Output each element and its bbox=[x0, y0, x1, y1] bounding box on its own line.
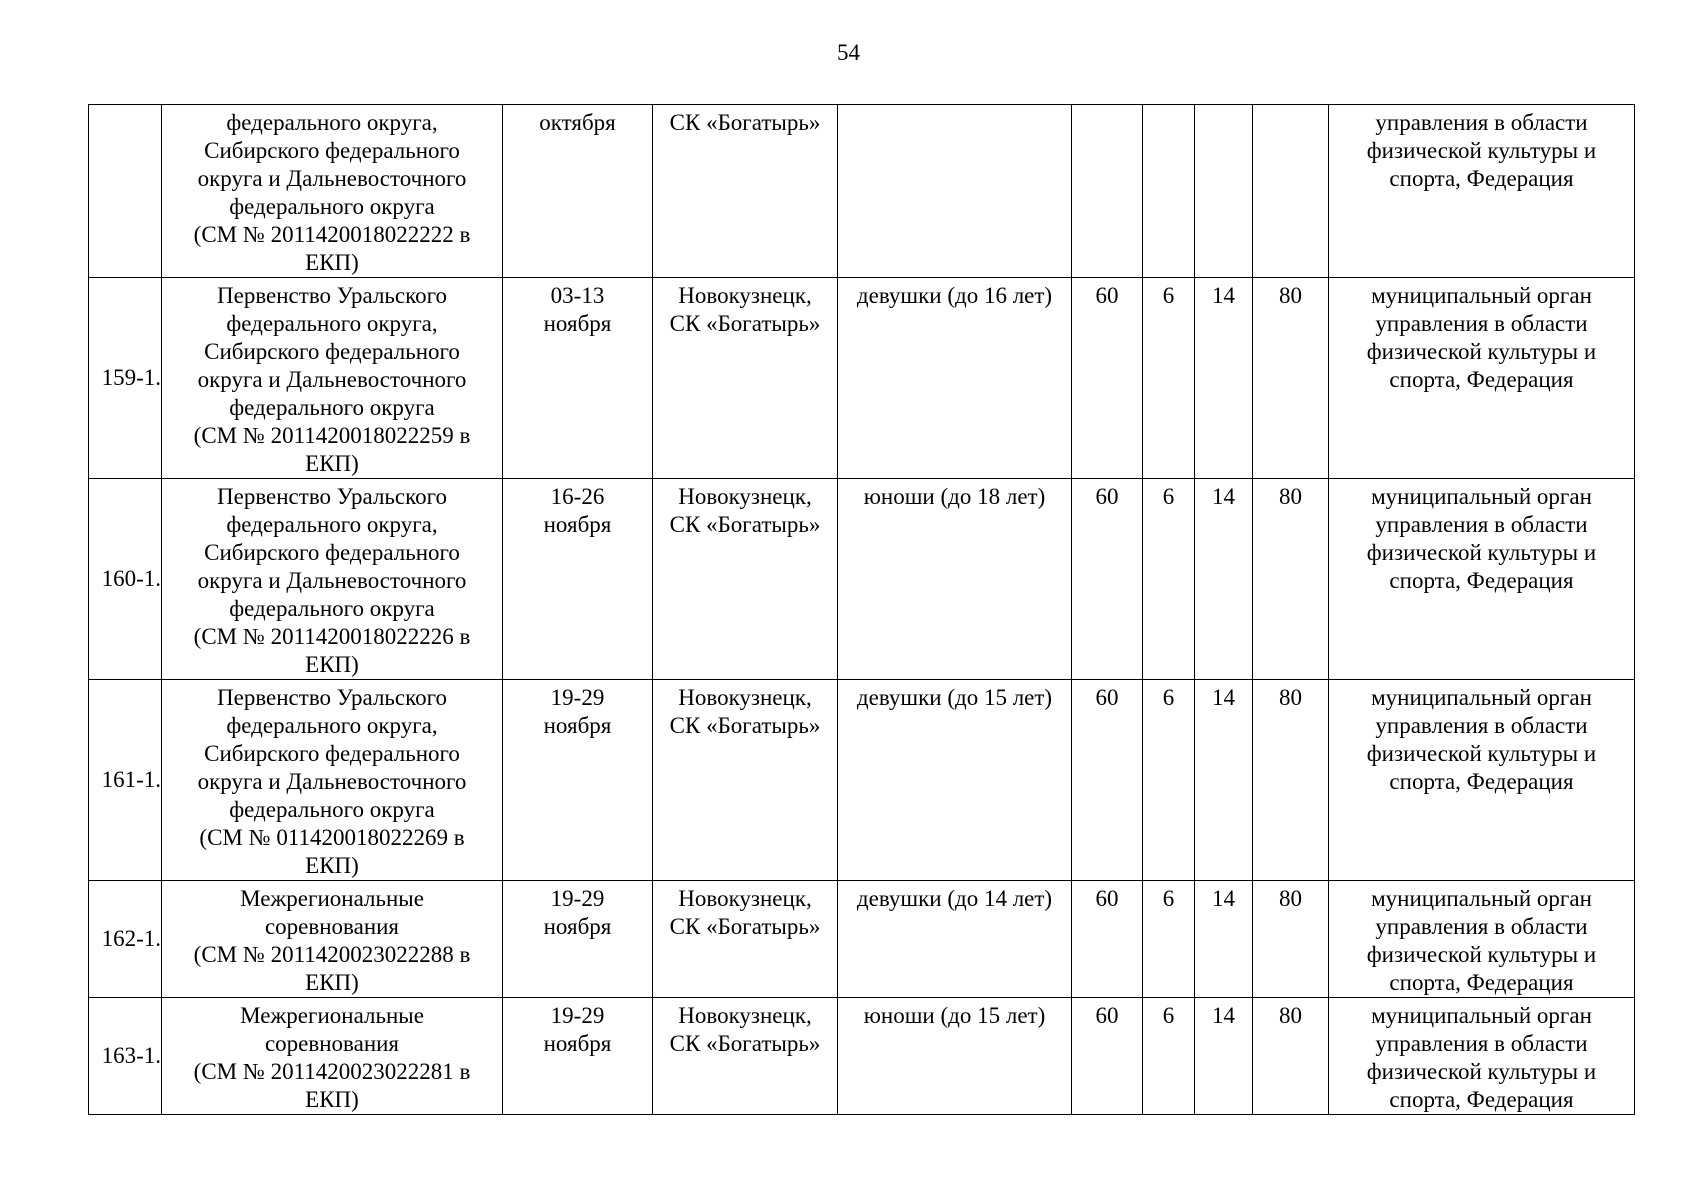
cell-venue-line: Новокузнецк, bbox=[678, 484, 812, 509]
table-row bbox=[89, 881, 1635, 998]
cell-venue-line: СК «Богатырь» bbox=[669, 914, 821, 939]
cell-event-name-line: федерального округа, bbox=[226, 512, 438, 537]
cell-dates-line: 19-29 bbox=[550, 685, 605, 710]
cell-coaches: 14 bbox=[1195, 479, 1253, 680]
cell-number: 163-1. bbox=[89, 998, 162, 1115]
cell-judges: 6 bbox=[1143, 479, 1195, 680]
cell-age-group bbox=[838, 105, 1072, 278]
table-row bbox=[89, 998, 1635, 1115]
cell-event-name-line: Первенство Уральского bbox=[217, 685, 447, 710]
cell-dates-line: 19-29 bbox=[550, 886, 605, 911]
cell-total: 80 bbox=[1253, 479, 1329, 680]
cell-event-name bbox=[162, 278, 503, 479]
cell-organizer-line: муниципальный орган bbox=[1371, 1003, 1592, 1028]
cell-organizer-line: спорта, Федерация bbox=[1389, 970, 1574, 995]
cell-venue-line: Новокузнецк, bbox=[678, 1003, 812, 1028]
cell-participants: 60 bbox=[1072, 680, 1143, 881]
cell-participants: 60 bbox=[1072, 479, 1143, 680]
cell-judges: 6 bbox=[1143, 881, 1195, 998]
cell-organizer-line: муниципальный орган bbox=[1371, 886, 1592, 911]
cell-event-name-line: Сибирского федерального bbox=[204, 540, 460, 565]
cell-venue-line: СК «Богатырь» bbox=[669, 110, 821, 135]
cell-number: 160-1. bbox=[89, 479, 162, 680]
cell-organizer-line: спорта, Федерация bbox=[1389, 166, 1574, 191]
cell-age-group: юноши (до 18 лет) bbox=[838, 479, 1072, 680]
cell-event-name-line: (СМ № 2011420018022226 в bbox=[193, 624, 471, 649]
cell-organizer-line: физической культуры и bbox=[1366, 540, 1597, 565]
cell-venue-line: СК «Богатырь» bbox=[669, 311, 821, 336]
cell-total: 80 bbox=[1253, 680, 1329, 881]
cell-dates-line: ноября bbox=[543, 512, 612, 537]
cell-event-name-line: (СМ № 011420018022269 в bbox=[199, 825, 465, 850]
cell-dates-line: 03-13 bbox=[550, 283, 605, 308]
cell-venue-line: СК «Богатырь» bbox=[669, 713, 821, 738]
table-row bbox=[89, 680, 1635, 881]
cell-organizer-line: муниципальный орган bbox=[1371, 283, 1592, 308]
cell-event-name bbox=[162, 998, 503, 1115]
cell-dates bbox=[503, 278, 653, 479]
cell-dates-line: 16-26 bbox=[550, 484, 605, 509]
cell-event-name-line: (СМ № 2011420018022259 в bbox=[193, 423, 471, 448]
cell-event-name-line: Первенство Уральского bbox=[217, 283, 447, 308]
cell-venue bbox=[653, 680, 838, 881]
cell-coaches: 14 bbox=[1195, 881, 1253, 998]
cell-participants: 60 bbox=[1072, 881, 1143, 998]
cell-total: 80 bbox=[1253, 881, 1329, 998]
cell-event-name-line: Сибирского федерального bbox=[204, 138, 460, 163]
cell-age-group: девушки (до 14 лет) bbox=[838, 881, 1072, 998]
cell-organizer-line: спорта, Федерация bbox=[1389, 769, 1574, 794]
cell-number bbox=[89, 105, 162, 278]
cell-organizer bbox=[1329, 278, 1635, 479]
cell-dates-line: ноября bbox=[543, 1031, 612, 1056]
cell-judges bbox=[1143, 105, 1195, 278]
cell-event-name-line: федерального округа, bbox=[226, 110, 438, 135]
cell-venue-line: Новокузнецк, bbox=[678, 685, 812, 710]
cell-event-name-line: округа и Дальневосточного bbox=[197, 568, 467, 593]
cell-event-name-line: федерального округа bbox=[229, 194, 435, 219]
cell-organizer-line: управления в области bbox=[1375, 1031, 1588, 1056]
cell-event-name-line: Сибирского федерального bbox=[204, 339, 460, 364]
cell-organizer-line: физической культуры и bbox=[1366, 339, 1597, 364]
cell-event-name-line: (СМ № 2011420018022222 в bbox=[193, 222, 471, 247]
cell-event-name-line: ЕКП) bbox=[305, 451, 359, 476]
cell-event-name-line: ЕКП) bbox=[305, 970, 359, 995]
cell-participants: 60 bbox=[1072, 998, 1143, 1115]
cell-dates-line: ноября bbox=[543, 713, 612, 738]
cell-number: 161-1. bbox=[89, 680, 162, 881]
cell-coaches: 14 bbox=[1195, 680, 1253, 881]
cell-event-name bbox=[162, 479, 503, 680]
cell-event-name-line: Межрегиональные bbox=[240, 886, 424, 911]
table-row bbox=[89, 479, 1635, 680]
cell-total: 80 bbox=[1253, 278, 1329, 479]
cell-total: 80 bbox=[1253, 998, 1329, 1115]
cell-venue-line: СК «Богатырь» bbox=[669, 512, 821, 537]
cell-judges: 6 bbox=[1143, 680, 1195, 881]
cell-event-name-line: федерального округа bbox=[229, 596, 435, 621]
cell-dates bbox=[503, 105, 653, 278]
cell-organizer bbox=[1329, 479, 1635, 680]
cell-organizer bbox=[1329, 105, 1635, 278]
cell-event-name-line: (СМ № 2011420023022281 в bbox=[193, 1059, 471, 1084]
cell-organizer-line: спорта, Федерация bbox=[1389, 568, 1574, 593]
table-row bbox=[89, 278, 1635, 479]
cell-event-name-line: федерального округа, bbox=[226, 311, 438, 336]
events-table bbox=[88, 104, 1635, 1115]
cell-event-name-line: соревнования bbox=[264, 1031, 400, 1056]
cell-coaches: 14 bbox=[1195, 998, 1253, 1115]
cell-number: 162-1. bbox=[89, 881, 162, 998]
cell-organizer-line: управления в области bbox=[1375, 914, 1588, 939]
cell-dates-line: октября bbox=[539, 110, 616, 135]
cell-dates-line: ноября bbox=[543, 311, 612, 336]
cell-event-name-line: округа и Дальневосточного bbox=[197, 367, 467, 392]
cell-total bbox=[1253, 105, 1329, 278]
cell-age-group: девушки (до 16 лет) bbox=[838, 278, 1072, 479]
cell-event-name-line: (СМ № 2011420023022288 в bbox=[193, 942, 471, 967]
cell-organizer-line: спорта, Федерация bbox=[1389, 367, 1574, 392]
cell-organizer-line: управления в области bbox=[1375, 110, 1588, 135]
table-row bbox=[89, 105, 1635, 278]
cell-organizer bbox=[1329, 881, 1635, 998]
cell-organizer bbox=[1329, 998, 1635, 1115]
cell-venue bbox=[653, 881, 838, 998]
cell-event-name-line: округа и Дальневосточного bbox=[197, 166, 467, 191]
cell-venue bbox=[653, 105, 838, 278]
cell-venue bbox=[653, 998, 838, 1115]
cell-organizer-line: муниципальный орган bbox=[1371, 484, 1592, 509]
cell-event-name-line: ЕКП) bbox=[305, 250, 359, 275]
cell-judges: 6 bbox=[1143, 278, 1195, 479]
cell-event-name-line: Первенство Уральского bbox=[217, 484, 447, 509]
cell-event-name-line: Сибирского федерального bbox=[204, 741, 460, 766]
cell-event-name bbox=[162, 680, 503, 881]
cell-age-group: девушки (до 15 лет) bbox=[838, 680, 1072, 881]
cell-organizer-line: физической культуры и bbox=[1366, 942, 1597, 967]
cell-dates-line: ноября bbox=[543, 914, 612, 939]
cell-dates-line: 19-29 bbox=[550, 1003, 605, 1028]
cell-venue bbox=[653, 479, 838, 680]
cell-age-group: юноши (до 15 лет) bbox=[838, 998, 1072, 1115]
cell-event-name-line: Межрегиональные bbox=[240, 1003, 424, 1028]
cell-event-name-line: ЕКП) bbox=[305, 853, 359, 878]
cell-event-name-line: федерального округа bbox=[229, 797, 435, 822]
cell-event-name bbox=[162, 105, 503, 278]
events-table-body bbox=[89, 105, 1635, 1115]
cell-event-name-line: ЕКП) bbox=[305, 652, 359, 677]
cell-coaches bbox=[1195, 105, 1253, 278]
cell-dates bbox=[503, 998, 653, 1115]
cell-dates bbox=[503, 680, 653, 881]
cell-event-name bbox=[162, 881, 503, 998]
cell-participants bbox=[1072, 105, 1143, 278]
cell-number: 159-1. bbox=[89, 278, 162, 479]
cell-dates bbox=[503, 479, 653, 680]
cell-dates bbox=[503, 881, 653, 998]
cell-venue bbox=[653, 278, 838, 479]
cell-organizer-line: управления в области bbox=[1375, 311, 1588, 336]
cell-coaches: 14 bbox=[1195, 278, 1253, 479]
cell-event-name-line: федерального округа, bbox=[226, 713, 438, 738]
cell-venue-line: Новокузнецк, bbox=[678, 283, 812, 308]
cell-organizer-line: управления в области bbox=[1375, 512, 1588, 537]
cell-event-name-line: округа и Дальневосточного bbox=[197, 769, 467, 794]
cell-organizer-line: спорта, Федерация bbox=[1389, 1087, 1574, 1112]
cell-venue-line: Новокузнецк, bbox=[678, 886, 812, 911]
cell-event-name-line: федерального округа bbox=[229, 395, 435, 420]
cell-event-name-line: соревнования bbox=[264, 914, 400, 939]
cell-organizer-line: физической культуры и bbox=[1366, 741, 1597, 766]
cell-judges: 6 bbox=[1143, 998, 1195, 1115]
cell-event-name-line: ЕКП) bbox=[305, 1087, 359, 1112]
page-number: 54 bbox=[837, 40, 860, 65]
cell-organizer-line: физической культуры и bbox=[1366, 1059, 1597, 1084]
cell-organizer-line: муниципальный орган bbox=[1371, 685, 1592, 710]
cell-organizer bbox=[1329, 680, 1635, 881]
cell-organizer-line: управления в области bbox=[1375, 713, 1588, 738]
cell-participants: 60 bbox=[1072, 278, 1143, 479]
cell-organizer-line: физической культуры и bbox=[1366, 138, 1597, 163]
cell-venue-line: СК «Богатырь» bbox=[669, 1031, 821, 1056]
